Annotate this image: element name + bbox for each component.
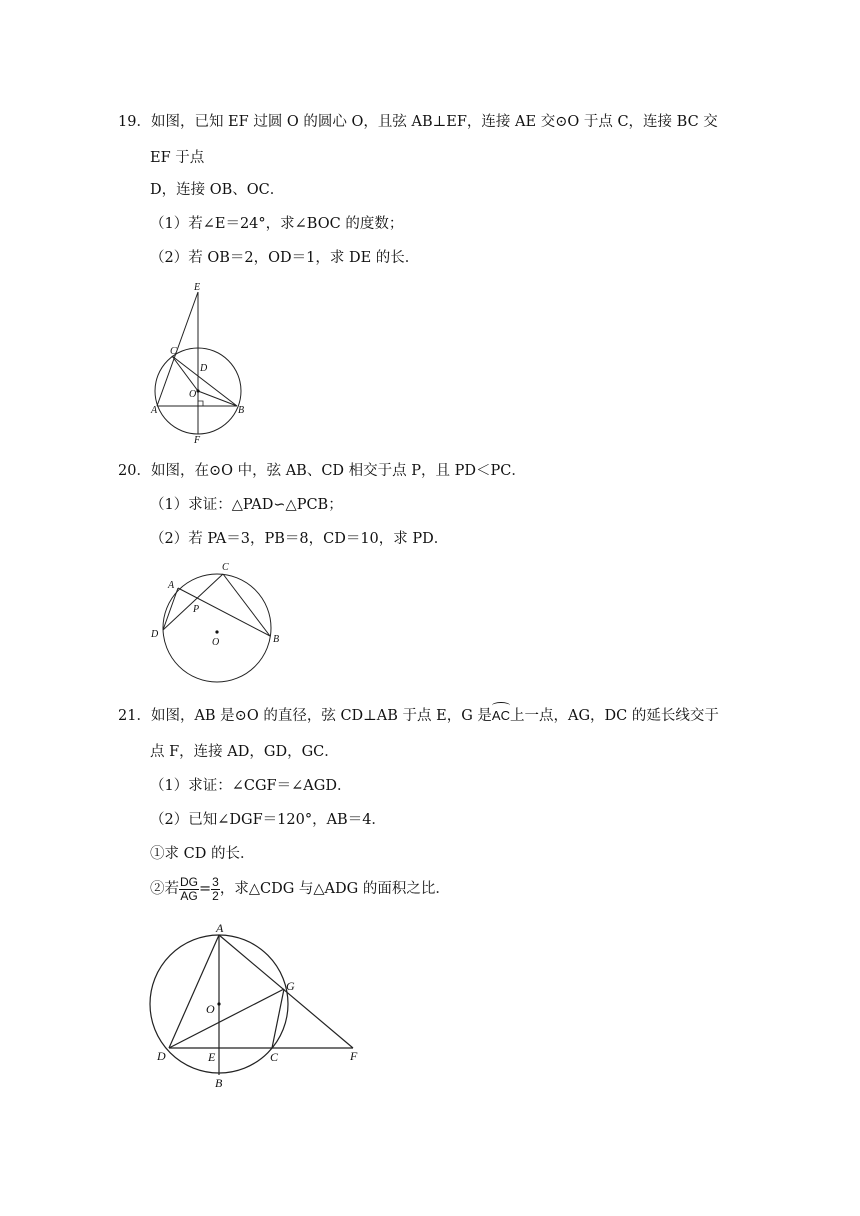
label-o: O [189, 389, 197, 400]
problem-19-line-3: D，连接 OB、OC． [150, 182, 285, 198]
problem-19-figure [145, 280, 255, 445]
problem-19-line-1: 19．如图，已知 EF 过圆 O 的圆心 O，且弦 AB⊥EF，连接 AE 交⊙O 于点 C，连接 BC 交 [118, 114, 718, 130]
label-f: F [350, 1049, 358, 1063]
problem-21-line-1-a: 21．如图，AB 是⊙O 的直径，弦 CD⊥AB 于点 E，G 是 [118, 708, 492, 724]
right-angle-mark [198, 401, 203, 406]
chord-ab [178, 588, 270, 636]
problem-19-part-2: （2）若 OB＝2，OD＝1，求 DE 的长． [150, 250, 420, 266]
problem-19-line-2: EF 于点 [150, 150, 205, 166]
label-g: G [286, 979, 295, 993]
problem-21-figure [145, 920, 375, 1092]
label-b: B [273, 634, 280, 645]
problem-20-part-2: （2）若 PA＝3，PB＝8，CD＝10，求 PD． [150, 531, 449, 547]
problem-21-part-2: （2）已知∠DGF＝120°，AB＝4． [150, 812, 386, 828]
label-a: A [216, 921, 224, 935]
problem-21-sub-1: ①求 CD 的长． [150, 846, 255, 862]
label-a: A [151, 405, 158, 416]
label-c: C [170, 346, 177, 357]
frac-den: AG [180, 888, 198, 903]
sub-2-prefix: ②若 [150, 881, 179, 897]
val-num: 3 [212, 874, 219, 889]
label-o: O [206, 1002, 215, 1016]
label-d: D [151, 629, 159, 640]
center-dot [217, 1002, 220, 1005]
problem-21-part-1: （1）求证：∠CGF＝∠AGD． [150, 778, 352, 794]
sub-2-suffix: ，求△CDG 与△ADG 的面积之比． [219, 881, 450, 897]
problem-19-part-1: （1）若∠E＝24°，求∠BOC 的度数； [150, 216, 404, 232]
problem-21-line-1 [118, 706, 719, 726]
label-b: B [215, 1076, 223, 1090]
label-p: P [193, 604, 200, 615]
problem-21-line-2: 点 F，连接 AD，GD，GC． [150, 744, 339, 760]
problem-20-figure [145, 558, 295, 686]
problem-21-line-1-b: 上一点，AG，DC 的延长线交于 [509, 708, 719, 724]
label-e: E [194, 282, 201, 293]
problem-20-line-1: 20．如图，在⊙O 中，弦 AB、CD 相交于点 P，且 PD＜PC． [118, 463, 526, 479]
segment-ad [169, 935, 219, 1048]
fraction-dg-ag [179, 876, 199, 903]
label-d: D [157, 1049, 166, 1063]
label-c: C [270, 1050, 279, 1064]
label-o: O [212, 637, 220, 648]
center-dot [196, 389, 199, 392]
val-den: 2 [212, 888, 219, 903]
label-b: B [238, 405, 245, 416]
problem-21-sub-2 [150, 874, 450, 904]
label-f: F [194, 435, 201, 445]
label-e: E [208, 1050, 216, 1064]
segment-dg [169, 989, 284, 1048]
fraction-value [211, 876, 220, 903]
frac-equals: = [199, 881, 212, 897]
label-a: A [168, 580, 175, 591]
line-ob [198, 391, 237, 406]
label-c: C [222, 562, 229, 573]
center-dot [215, 630, 218, 633]
label-d: D [200, 363, 208, 374]
frac-num: DG [180, 874, 198, 889]
problem-20-part-1: （1）求证：△PAD∽△PCB； [150, 497, 343, 513]
segment-ad [163, 588, 178, 630]
arc-ac: AC [492, 706, 510, 726]
